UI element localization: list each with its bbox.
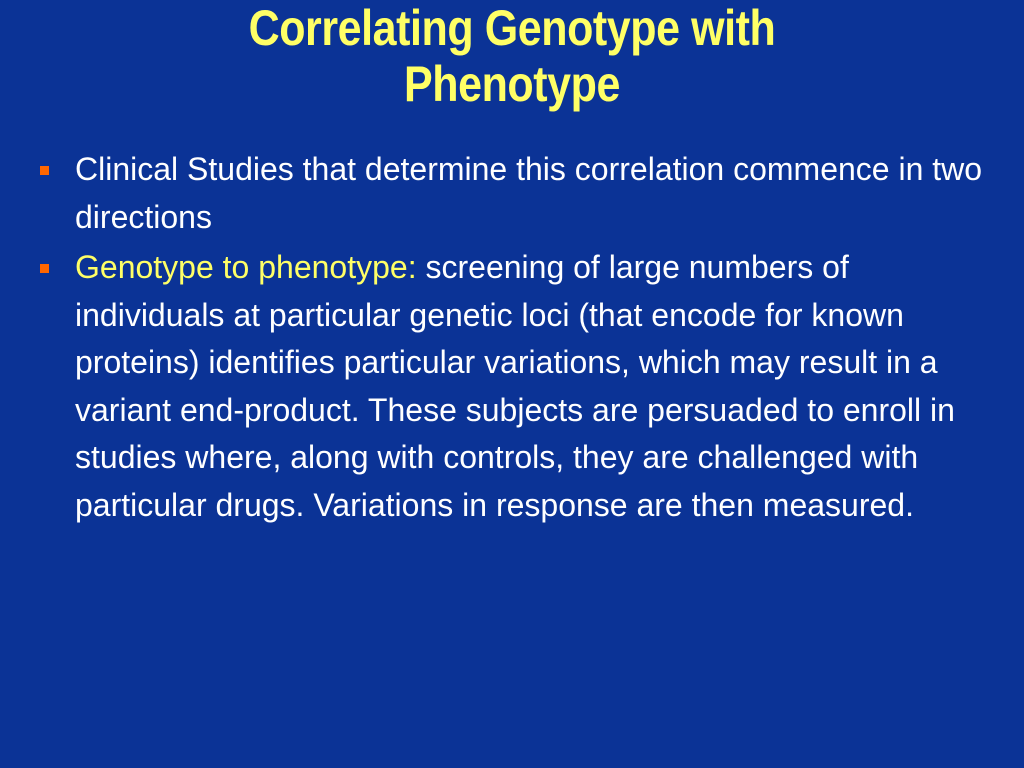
title-line-1: Correlating Genotype with bbox=[248, 0, 776, 56]
bullet-text: Clinical Studies that determine this correlation commence in two directions bbox=[75, 151, 983, 235]
bullet-item-2 bbox=[38, 244, 1003, 529]
title-line-2: Phenotype bbox=[404, 56, 620, 112]
bullet-text: screening of large numbers of individuals at particular genetic loci (that encode for known proteins) identifies particular variations, which may result in a variant end-product. These subjects are persuaded to enroll in studies where, along with controls, they are challenged with particular drugs. Variations in response are then measured. bbox=[75, 249, 955, 523]
orange-square-bullet-icon bbox=[40, 166, 49, 175]
bullet-lead-highlight: Genotype to phenotype: bbox=[75, 249, 417, 285]
bullet-list bbox=[38, 146, 1003, 532]
slide-title bbox=[123, 0, 900, 112]
bullet-item-1 bbox=[38, 146, 1003, 241]
orange-square-bullet-icon bbox=[40, 264, 49, 273]
